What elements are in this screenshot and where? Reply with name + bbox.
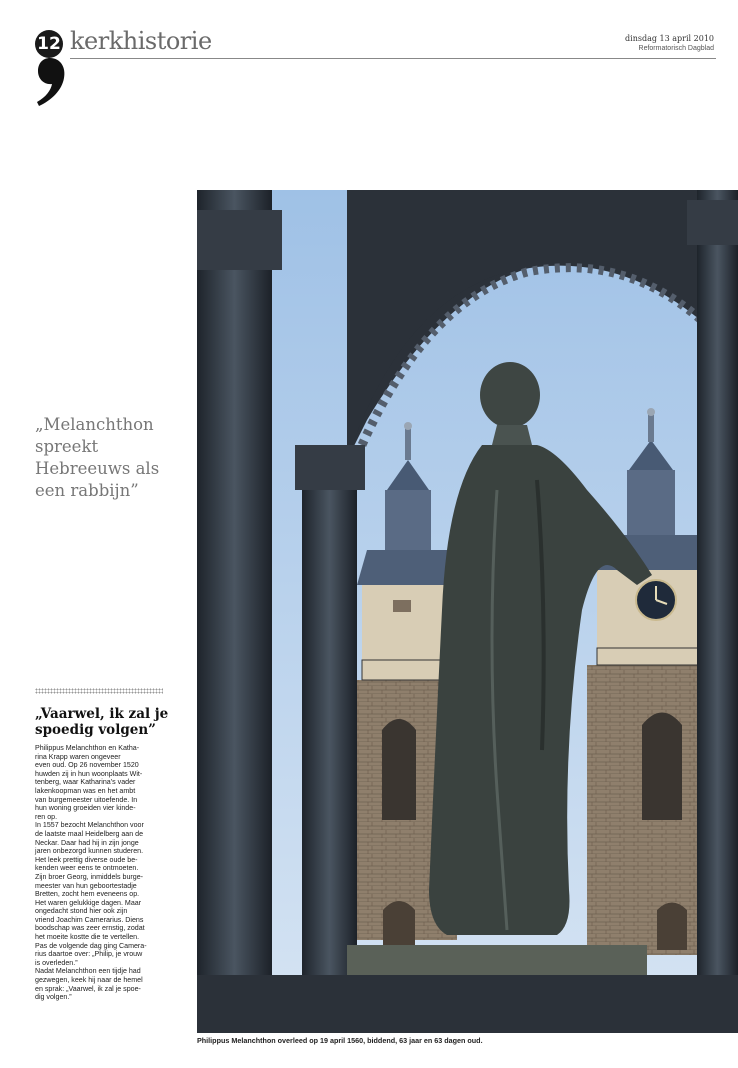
body-line: en sprak: „Vaarwel, ik zal je spoe- xyxy=(35,984,141,993)
newspaper-name: Reformatorisch Dagblad xyxy=(638,45,714,52)
body-line: lakenkoopman was en het ambt xyxy=(35,786,136,795)
pullquote-line: Hebreeuws als xyxy=(35,459,160,478)
section-title: kerkhistorie xyxy=(70,27,212,55)
dateline xyxy=(625,34,714,54)
body-line: Pas de volgende dag ging Camera- xyxy=(35,941,147,950)
sidebar-heading-line: spoedig volgen” xyxy=(35,722,156,738)
body-line: huwden zij in hun woonplaats Wit- xyxy=(35,769,143,778)
pullquote-line: spreekt xyxy=(35,437,99,456)
body-line: Bretten, zocht hem eveneens op. xyxy=(35,890,140,899)
page-number: 12 xyxy=(35,30,63,58)
body-line: Neckar. Daar had hij in zijn jonge xyxy=(35,838,139,847)
body-line: Philippus Melanchthon en Katha- xyxy=(35,744,140,752)
statue-photo-illustration xyxy=(197,190,738,1033)
body-line: rius daartoe over: „Philip, je vrouw xyxy=(35,950,143,959)
body-line: hun woning groeiden vier kinde- xyxy=(35,804,136,813)
body-line: boodschap was zeer ernstig, zodat xyxy=(35,924,145,933)
body-line: de laatste maal Heidelberg aan de xyxy=(35,829,144,838)
body-line: dig volgen.” xyxy=(35,993,72,1002)
body-line: rina Krapp waren ongeveer xyxy=(35,752,121,761)
body-line: Nadat Melanchthon een tijdje had xyxy=(35,967,141,976)
dotted-divider xyxy=(35,688,163,694)
body-line: Het leek prettig diverse oude be- xyxy=(35,855,138,864)
body-line: ongedacht stond hier ook zijn xyxy=(35,907,128,916)
body-line: kenden weer eens te ontmoeten. xyxy=(35,864,139,873)
sidebar-heading-line: „Vaarwel, ik zal je xyxy=(35,706,169,722)
body-line: vriend Joachim Camerarius. Diens xyxy=(35,915,144,924)
body-line: jaren onbezorgd kunnen studeren. xyxy=(35,847,144,856)
body-line: van burgemeester uitoefende. In xyxy=(35,795,138,804)
sidebar-body xyxy=(35,744,170,1002)
comma-logo-icon xyxy=(33,56,67,108)
body-line: het moeite kostte die te vertellen. xyxy=(35,933,140,942)
body-line: meester van hun geboortestadje xyxy=(35,881,137,890)
issue-date: dinsdag 13 april 2010 xyxy=(625,34,714,43)
statue-photo xyxy=(197,190,738,1033)
body-line: gezwegen, keek hij naar de hemel xyxy=(35,976,143,985)
body-line: Het waren gelukkige dagen. Maar xyxy=(35,898,142,907)
pullquote xyxy=(35,414,185,502)
body-line: tenberg, waar Katharina’s vader xyxy=(35,778,136,787)
header-rule xyxy=(70,58,716,59)
body-line: is overleden.” xyxy=(35,958,78,967)
body-line: In 1557 bezocht Melanchthon voor xyxy=(35,821,144,830)
sidebar-heading xyxy=(35,706,180,738)
body-line: even oud. Op 26 november 1520 xyxy=(35,761,139,770)
body-line: Zijn broer Georg, inmiddels burge- xyxy=(35,872,144,881)
photo-caption: Philippus Melanchthon overleed op 19 april 1560, biddend, 63 jaar en 63 dagen oud. xyxy=(197,1036,483,1045)
body-line: ren op. xyxy=(35,812,58,821)
pullquote-line: „Melanchthon xyxy=(35,415,154,434)
pullquote-line: een rabbijn” xyxy=(35,481,139,500)
